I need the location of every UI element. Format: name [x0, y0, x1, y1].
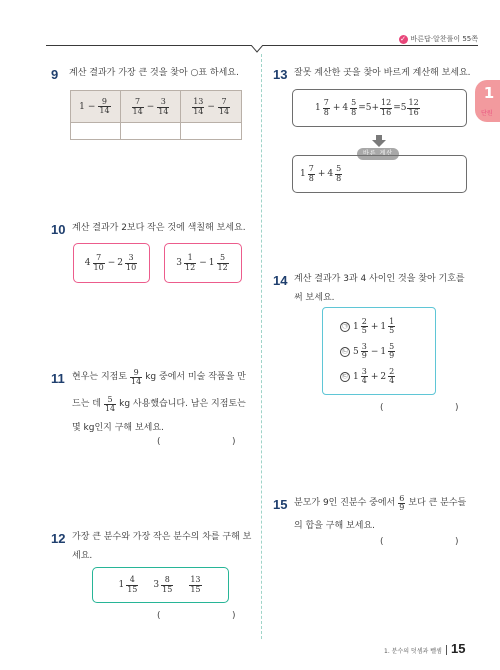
- footer-chapter: 1. 분수의 덧셈과 뺄셈: [384, 648, 442, 655]
- q9-expression-1: 1 − $\frac{9}{14}$: [71, 91, 121, 123]
- question-number: 9: [51, 67, 59, 82]
- footer-divider: [446, 645, 447, 655]
- q9-answer-cell-1[interactable]: [71, 123, 121, 140]
- question-text-line-1: 현우는 지점토 $\frac{9}{14}$ kg 중에서 미술 작품을 만: [72, 367, 246, 386]
- question-text: 계산 결과가 가장 큰 것을 찾아 ○표 하세요.: [69, 68, 239, 78]
- question-text-line-1: 가장 큰 분수와 가장 작은 분수의 차를 구해 보: [72, 532, 252, 542]
- question-text: 잘못 계산한 곳을 찾아 바르게 계산해 보세요.: [294, 68, 471, 78]
- question-number: 11: [51, 371, 65, 386]
- page-number: 15: [451, 641, 466, 656]
- question-text-line-1: 계산 결과가 3과 4 사이인 것을 찾아 기호를: [294, 274, 465, 284]
- question-number: 15: [273, 497, 288, 512]
- q9-answer-cell-3[interactable]: [181, 123, 242, 140]
- arrow-down-icon: [372, 135, 386, 147]
- question-text-line-1: 분모가 9인 진분수 중에서 $\frac{6}{9}$ 보다 큰 분수들: [294, 493, 467, 512]
- q14-options-box: [322, 307, 436, 395]
- answer-reference-text: 바른답·알찬풀이 55쪽: [410, 35, 478, 43]
- q14-option-3: ㉢ 1 $\frac{3}{4}$ + 2 $\frac{2}{4}$: [341, 366, 395, 385]
- question-text-line-3: 몇 kg인지 구해 보세요.: [72, 423, 164, 433]
- check-icon: ✓: [400, 34, 406, 43]
- q13-wrong-calculation: 1 $\frac{7}{8}$ + 4 $\frac{5}{8}$ =5+ $\frac{12}{16}$ =5 $\frac{12}{16}$: [292, 89, 467, 127]
- q10-option-2[interactable]: 3 $\frac{1}{12}$ − 1 $\frac{5}{12}$: [164, 243, 242, 283]
- question-text-line-2: 써 보세요.: [294, 293, 335, 303]
- column-divider: [261, 54, 262, 639]
- question-number: 13: [273, 67, 288, 82]
- q12-fraction-3: $\frac{13}{15}$: [190, 575, 201, 594]
- question-text: 계산 결과가 2보다 작은 것에 색칠해 보세요.: [72, 223, 246, 233]
- question-number: 14: [273, 273, 288, 288]
- q14-answer-blank[interactable]: ( ): [380, 403, 459, 413]
- q10-option-1[interactable]: 4 $\frac{7}{10}$ − 2 $\frac{3}{10}$: [73, 243, 150, 283]
- chapter-tab-sub: 단원: [481, 110, 493, 117]
- q13-correct-calculation-box[interactable]: 1 $\frac{7}{8}$ + 4 $\frac{5}{8}$: [292, 155, 467, 193]
- header-notch: [251, 45, 263, 53]
- q9-expression-3: $\frac{13}{14}$ − $\frac{7}{14}$: [181, 91, 242, 123]
- q14-option-2: ㉡ 5 $\frac{3}{9}$ − 1 $\frac{5}{9}$: [341, 341, 395, 360]
- q9-expression-2: $\frac{7}{14}$ − $\frac{3}{14}$: [120, 91, 181, 123]
- q12-answer-blank[interactable]: ( ): [157, 611, 236, 621]
- q12-fraction-1: 1 $\frac{4}{15}$: [118, 575, 138, 594]
- question-text-line-2: 드는 데 $\frac{5}{14}$ kg 사용했습니다. 남은 지점토는: [72, 394, 246, 413]
- question-number: 12: [51, 531, 66, 546]
- question-number: 10: [51, 222, 66, 237]
- chapter-tab-number: 1: [483, 84, 495, 102]
- q11-answer-blank[interactable]: ( ): [157, 437, 236, 447]
- question-text-line-2: 세요.: [72, 551, 93, 561]
- q12-fraction-box: [92, 567, 229, 603]
- q12-fraction-2: 3 $\frac{8}{15}$: [153, 575, 173, 594]
- q9-answer-table: [70, 90, 242, 140]
- answer-reference: [399, 34, 478, 44]
- q15-answer-blank[interactable]: ( ): [380, 537, 459, 547]
- correct-calculation-label: 바른 계산: [357, 148, 399, 160]
- question-text-line-2: 의 합을 구해 보세요.: [294, 521, 375, 531]
- q9-answer-cell-2[interactable]: [120, 123, 181, 140]
- q14-option-1: ㉠ 1 $\frac{2}{5}$ + 1 $\frac{1}{5}$: [341, 316, 395, 335]
